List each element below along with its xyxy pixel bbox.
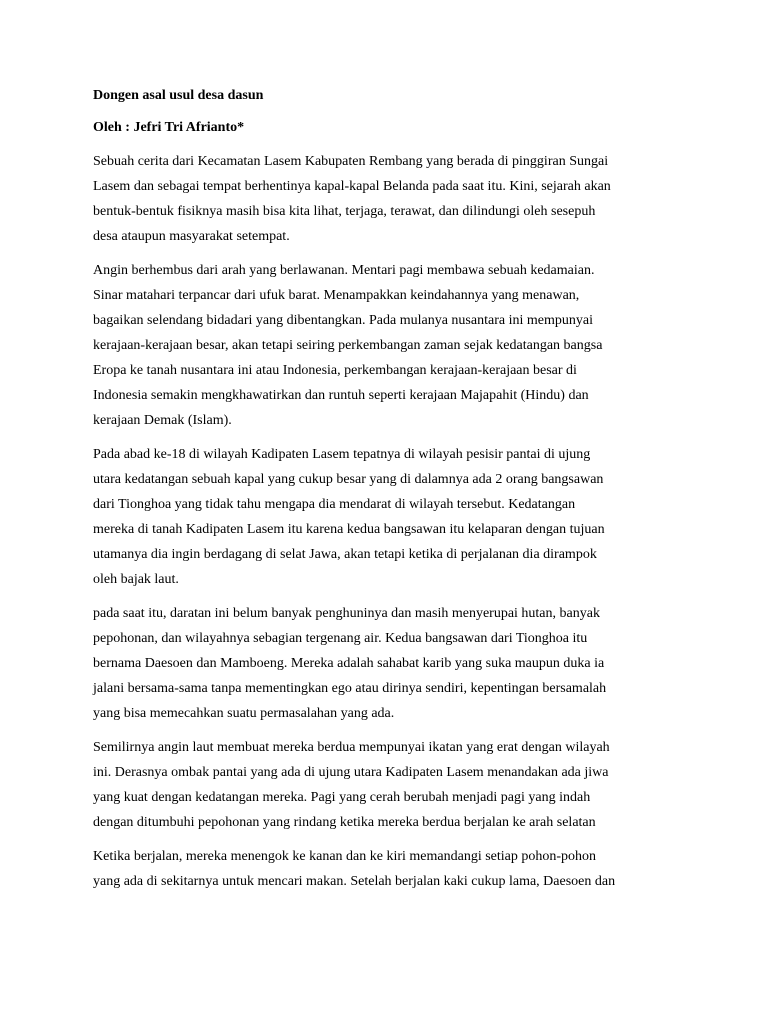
paragraph-line: Semilirnya angin laut membuat mereka berdua mempunyai ikatan yang erat dengan wilayah (93, 740, 610, 755)
paragraph-line: desa ataupun masyarakat setempat. (93, 229, 290, 244)
paragraph-line: kerajaan-kerajaan besar, akan tetapi seiring perkembangan zaman sejak kedatangan bangsa (93, 338, 603, 353)
paragraph-line: kerajaan Demak (Islam). (93, 413, 232, 428)
paragraph (93, 844, 675, 894)
paragraph-line: Sinar matahari terpancar dari ufuk barat. Menampakkan keindahannya yang menawan, (93, 288, 580, 303)
paragraph-line: Eropa ke tanah nusantara ini atau Indonesia, perkembangan kerajaan-kerajaan besar di (93, 363, 577, 378)
paragraph-list (93, 149, 675, 894)
paragraph-line: Ketika berjalan, mereka menengok ke kanan dan ke kiri memandangi setiap pohon-pohon (93, 849, 597, 864)
paragraph-line: Sebuah cerita dari Kecamatan Lasem Kabupaten Rembang yang berada di pinggiran Sungai (93, 154, 609, 169)
paragraph-line: mereka di tanah Kadipaten Lasem itu karena kedua bangsawan itu kelaparan dengan tujuan (93, 522, 605, 537)
document-title: Dongen asal usul desa dasun (93, 88, 264, 103)
paragraph-line: utamanya dia ingin berdagang di selat Jawa, akan tetapi ketika di perjalanan dia dirampok (93, 547, 597, 562)
document-author: Oleh : Jefri Tri Afrianto* (93, 120, 245, 135)
paragraph-line: pepohonan, dan wilayahnya sebagian tergenang air. Kedua bangsawan dari Tionghoa itu (93, 631, 588, 646)
paragraph-line: oleh bajak laut. (93, 572, 179, 587)
paragraph (93, 258, 675, 433)
paragraph-line: dari Tionghoa yang tidak tahu mengapa dia mendarat di wilayah tersebut. Kedatangan (93, 497, 576, 512)
paragraph-line: Angin berhembus dari arah yang berlawanan. Mentari pagi membawa sebuah kedamaian. (93, 263, 595, 278)
paragraph-line: yang kuat dengan kedatangan mereka. Pagi yang cerah berubah menjadi pagi yang indah (93, 790, 591, 805)
paragraph-line: jalani bersama-sama tanpa mementingkan ego atau dirinya sendiri, kepentingan bersamalah (93, 681, 607, 696)
paragraph-line: bentuk-bentuk fisiknya masih bisa kita lihat, terjaga, terawat, dan dilindungi oleh sesepuh (93, 204, 596, 219)
paragraph-line: ini. Derasnya ombak pantai yang ada di ujung utara Kadipaten Lasem menandakan ada jiwa (93, 765, 609, 780)
paragraph-line: bernama Daesoen dan Mamboeng. Mereka adalah sahabat karib yang suka maupun duka ia (93, 656, 605, 671)
paragraph (93, 601, 675, 726)
paragraph-line: Lasem dan sebagai tempat berhentinya kapal-kapal Belanda pada saat itu. Kini, sejarah akan (93, 179, 611, 194)
paragraph-line: Pada abad ke-18 di wilayah Kadipaten Lasem tepatnya di wilayah pesisir pantai di ujung (93, 447, 591, 462)
paragraph (93, 442, 675, 592)
paragraph-line: yang ada di sekitarnya untuk mencari makan. Setelah berjalan kaki cukup lama, Daesoen dan (93, 874, 616, 889)
paragraph-line: pada saat itu, daratan ini belum banyak penghuninya dan masih menyerupai hutan, banyak (93, 606, 600, 621)
paragraph-line: Indonesia semakin mengkhawatirkan dan runtuh seperti kerajaan Majapahit (Hindu) dan (93, 388, 589, 403)
document-body (93, 86, 675, 903)
paragraph (93, 735, 675, 835)
paragraph (93, 149, 675, 249)
paragraph-line: utara kedatangan sebuah kapal yang cukup besar yang di dalamnya ada 2 orang bangsawan (93, 472, 604, 487)
paragraph-line: bagaikan selendang bidadari yang dibentangkan. Pada mulanya nusantara ini mempunyai (93, 313, 593, 328)
paragraph-line: yang bisa memecahkan suatu permasalahan yang ada. (93, 706, 395, 721)
paragraph-line: dengan ditumbuhi pepohonan yang rindang ketika mereka berdua berjalan ke arah selatan (93, 815, 596, 830)
